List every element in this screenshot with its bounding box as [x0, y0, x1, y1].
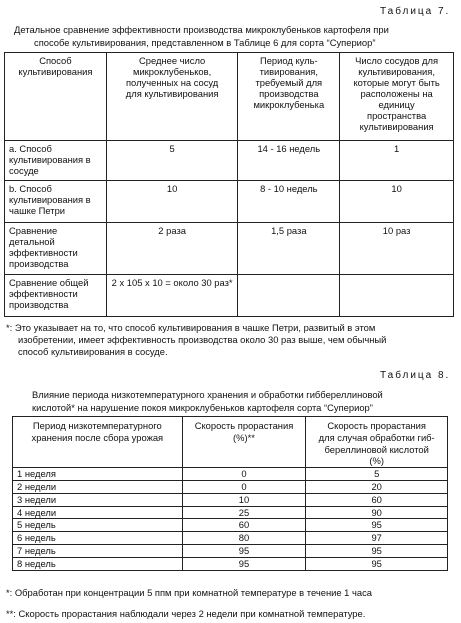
table7-label: Таблица 7.	[380, 6, 451, 17]
cell-avg: 5	[106, 141, 238, 181]
header-text: микроклубенька	[253, 99, 325, 110]
cell-vessels: 10 раз	[340, 223, 454, 275]
cell-rate: 95	[182, 557, 306, 570]
table-row	[5, 181, 454, 223]
header-text: Период куль-	[259, 55, 318, 66]
header-text: Скорость прорастания	[327, 420, 426, 431]
header-text: тивирования,	[259, 66, 318, 77]
cell-rate: 10	[182, 493, 306, 506]
table8	[12, 416, 448, 571]
header-text: хранения после сбора урожая	[31, 431, 164, 443]
cell-rate: 60	[182, 519, 306, 532]
table7	[4, 52, 454, 317]
row-label-text: производства	[9, 299, 69, 310]
table-row	[5, 275, 454, 317]
row-label-text: Сравнение общей	[9, 277, 89, 288]
table7-footnote	[6, 322, 386, 358]
cell-vessels	[340, 275, 454, 317]
table8-label: Таблица 8.	[380, 370, 451, 381]
cell-period: 6 недель	[13, 532, 183, 545]
table7-header-avg	[106, 53, 238, 141]
cell-rate-ga: 20	[306, 480, 448, 493]
cell-rate: 0	[182, 480, 306, 493]
row-label-text: производства	[9, 258, 69, 269]
footnote-text: изобретении, имеет эффективность производства около 30 раз выше, чем обычный	[18, 334, 387, 345]
cell-period: 8 недель	[13, 557, 183, 570]
header-text: культивирования	[18, 66, 93, 77]
footnote-text: способ культивирования в сосуде.	[18, 346, 168, 357]
table8-caption-line1: Влияние периода низкотемпературного хранения и обработки гиббереллиновой	[32, 389, 383, 400]
table8-header-rate-ga	[306, 417, 448, 468]
header-text: культивирования	[359, 121, 434, 132]
cell-period: 1,5 раза	[238, 223, 340, 275]
row-label-text: культивирования в	[9, 154, 91, 165]
header-text: (%)**	[233, 431, 255, 443]
header-text: которые могут быть	[353, 77, 440, 88]
cell-rate: 80	[182, 532, 306, 545]
row-label-text: эффективности	[9, 288, 78, 299]
cell-period: 3 недели	[13, 493, 183, 506]
cell-rate-ga: 90	[306, 506, 448, 519]
table-row	[13, 468, 448, 481]
table8-caption-line2: кислотой* на нарушение покоя микроклубеньков картофеля сорта “Супериор”	[32, 402, 373, 413]
header-text: береллиновой кислотой	[324, 443, 429, 455]
header-text: расположены на	[360, 88, 433, 99]
cell-period: 2 недели	[13, 480, 183, 493]
row-label-text: чашке Петри	[9, 205, 66, 216]
table-row	[13, 493, 448, 506]
table7-caption-line1: Детальное сравнение эффективности производства микроклубеньков картофеля при	[14, 24, 389, 35]
header-text: производства	[259, 88, 319, 99]
cell-vessels: 1	[340, 141, 454, 181]
cell-period: 4 недели	[13, 506, 183, 519]
cell-period: 14 - 16 недель	[238, 141, 340, 181]
table7-header-period	[238, 53, 340, 141]
row-label	[5, 141, 107, 181]
cell-period: 5 недель	[13, 519, 183, 532]
row-label	[5, 223, 107, 275]
header-text: требуемый для	[255, 77, 323, 88]
header-text: Число сосудов для	[355, 55, 439, 66]
cell-vessels: 10	[340, 181, 454, 223]
table-row	[13, 557, 448, 570]
cell-rate-ga: 97	[306, 532, 448, 545]
row-label	[5, 181, 107, 223]
table-row	[13, 532, 448, 545]
cell-avg: 2 x 105 x 10 = около 30 раз*	[106, 275, 238, 317]
header-text: (%)	[369, 455, 384, 467]
row-label-text: эффективности	[9, 247, 78, 258]
header-text: единицу	[378, 99, 415, 110]
table8-footnote-1: *: Обработан при концентрации 5 ппм при комнатной температуре в течение 1 часа	[6, 587, 372, 598]
row-label	[5, 275, 107, 317]
row-label-text: культивирования в	[9, 194, 91, 205]
footnote-text: *: Это указывает на то, что способ культивирования в чашке Петри, развитый в этом	[6, 322, 376, 333]
table-row	[13, 480, 448, 493]
cell-rate-ga: 95	[306, 544, 448, 557]
table8-header-rate	[182, 417, 306, 468]
header-text: Способ	[39, 55, 72, 66]
cell-rate-ga: 95	[306, 557, 448, 570]
table7-header-method	[5, 53, 107, 141]
header-text: для случая обработки гиб-	[318, 431, 435, 443]
table8-footnote-2: **: Скорость прорастания наблюдали через 2 недели при комнатной температуре.	[6, 608, 366, 619]
row-label-text: детальной	[9, 236, 55, 247]
cell-avg: 2 раза	[106, 223, 238, 275]
cell-rate-ga: 5	[306, 468, 448, 481]
table8-header-period	[13, 417, 183, 468]
cell-period: 7 недель	[13, 544, 183, 557]
header-text: Скорость прорастания	[194, 420, 294, 431]
cell-rate: 95	[182, 544, 306, 557]
table-row	[5, 141, 454, 181]
header-text: Среднее число	[138, 55, 206, 66]
cell-rate: 25	[182, 506, 306, 519]
table7-header-vessels	[340, 53, 454, 141]
row-label-text: a. Способ	[9, 143, 52, 154]
row-label-text: Сравнение	[9, 225, 58, 236]
table7-caption-line2: способе культивирования, представленном в Таблице 6 для сорта “Супериор”	[34, 37, 376, 48]
cell-period: 1 неделя	[13, 468, 183, 481]
cell-avg: 10	[106, 181, 238, 223]
table-row	[13, 506, 448, 519]
table-row	[13, 519, 448, 532]
cell-period	[238, 275, 340, 317]
header-text: микроклубеньков,	[133, 66, 212, 77]
table8-header-row	[13, 417, 448, 468]
table-row	[5, 223, 454, 275]
row-label-text: b. Способ	[9, 183, 52, 194]
cell-rate-ga: 60	[306, 493, 448, 506]
table7-header-row	[5, 53, 454, 141]
header-text: пространства	[367, 110, 427, 121]
row-label-text: сосуде	[9, 165, 39, 176]
cell-period: 8 - 10 недель	[238, 181, 340, 223]
cell-rate: 0	[182, 468, 306, 481]
header-text: полученных на сосуд	[125, 77, 219, 88]
cell-rate-ga: 95	[306, 519, 448, 532]
header-text: для культивирования	[125, 88, 219, 99]
header-text: Период низкотемпературного	[32, 420, 162, 431]
header-text: культивирования,	[358, 66, 435, 77]
table-row	[13, 544, 448, 557]
